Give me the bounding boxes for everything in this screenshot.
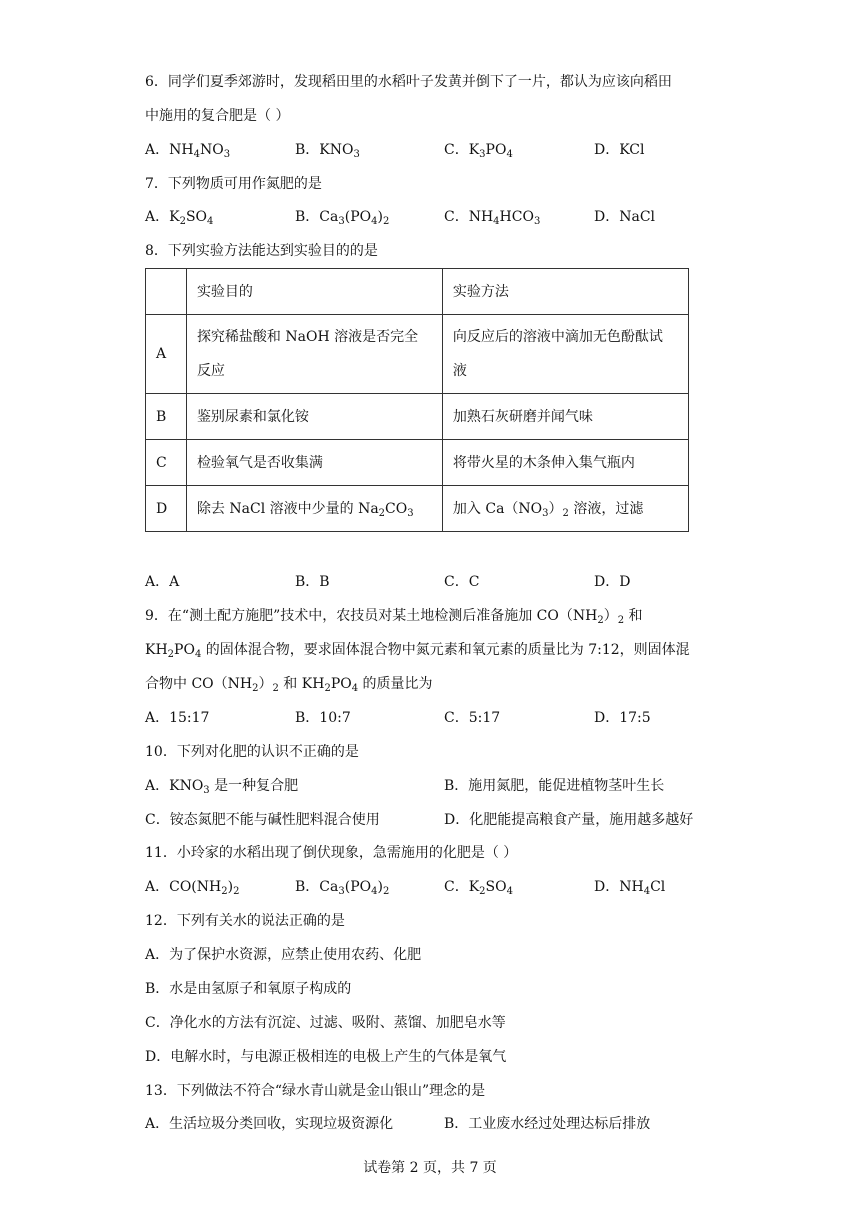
q12-option-b: B．水是由氢原子和氧原子构成的 xyxy=(145,981,352,997)
table-row-goal: 鉴别尿素和氯化铵 xyxy=(186,394,442,440)
table-row-goal: 检验氧气是否收集满 xyxy=(186,440,442,486)
q8-option-b: B．B xyxy=(295,574,330,590)
q7-option-a: A．$K_2SO_4$ xyxy=(145,209,214,227)
q9-stem-line3: 合物中 $CO(NH_2)_2$ 和 $KH_2PO_4$ 的质量比为 xyxy=(145,676,433,694)
q9-stem-line2: $KH_2PO_4$ 的固体混合物，要求固体混合物中氮元素和氧元素的质量比为 7:12，则固体混 xyxy=(145,642,690,660)
table-row-key: B xyxy=(146,394,187,440)
table-row-goal: 除去 NaCl 溶液中少量的 $Na_2CO_3$ xyxy=(186,486,442,532)
q11-option-d: D．$NH_4Cl$ xyxy=(594,879,666,897)
q13-option-b: B．工业废水经过处理达标后排放 xyxy=(444,1116,651,1132)
table-header-row xyxy=(146,269,689,315)
q11-option-a: A．$CO(NH_2)_2$ xyxy=(145,879,240,897)
q6-stem-line1: 6．同学们夏季郊游时，发现稻田里的水稻叶子发黄并倒下了一片，都认为应该向稻田 xyxy=(145,74,672,90)
q11-stem: 11．小玲家的水稻出现了倒伏现象，急需施用的化肥是（ ） xyxy=(145,845,518,861)
q8-stem: 8．下列实验方法能达到实验目的的是 xyxy=(145,243,378,259)
table-row-key: A xyxy=(146,315,187,394)
q7-stem: 7．下列物质可用作氮肥的是 xyxy=(145,176,322,192)
q7-option-d: D．NaCl xyxy=(594,209,656,225)
q7-option-b: B．$Ca_3(PO_4)_2$ xyxy=(295,209,390,227)
table-row xyxy=(146,394,689,440)
table-header-key xyxy=(146,269,187,315)
q10-option-a: A．$KNO_3$ 是一种复合肥 xyxy=(145,778,299,796)
q6-option-a: A．$NH_4NO_3$ xyxy=(145,142,231,160)
q6-stem-line2: 中施用的复合肥是（ ） xyxy=(145,108,290,124)
q8-option-a: A．A xyxy=(145,574,180,590)
q10-option-b: B．施用氮肥，能促进植物茎叶生长 xyxy=(444,778,665,794)
q9-option-c: C．5:17 xyxy=(444,710,501,726)
q6-option-b: B．$KNO_3$ xyxy=(295,142,360,160)
q7-option-c: C．$NH_4HCO_3$ xyxy=(444,209,541,227)
table-header-method: 实验方法 xyxy=(442,269,688,315)
table-row-method: 将带火星的木条伸入集气瓶内 xyxy=(442,440,688,486)
q12-option-d: D．电解水时，与电源正极相连的电极上产生的气体是氧气 xyxy=(145,1049,507,1065)
q10-stem: 10．下列对化肥的认识不正确的是 xyxy=(145,744,359,760)
q9-option-b: B．10:7 xyxy=(295,710,351,726)
table-row xyxy=(146,486,689,532)
table-row-method: 加熟石灰研磨并闻气味 xyxy=(442,394,688,440)
table-row-method: 加入 $Ca(NO_3)_2$ 溶液，过滤 xyxy=(442,486,688,532)
table-header-goal: 实验目的 xyxy=(186,269,442,315)
q9-option-a: A．15:17 xyxy=(145,710,210,726)
q13-option-a: A．生活垃圾分类回收，实现垃圾资源化 xyxy=(145,1116,394,1132)
q11-option-c: C．$K_2SO_4$ xyxy=(444,879,513,897)
table-row-key: C xyxy=(146,440,187,486)
q8-option-c: C．C xyxy=(444,574,480,590)
q11-option-b: B．$Ca_3(PO_4)_2$ xyxy=(295,879,390,897)
q12-stem: 12．下列有关水的说法正确的是 xyxy=(145,913,345,929)
table-row-goal: 探究稀盐酸和 NaOH 溶液是否完全 反应 xyxy=(186,315,442,394)
q12-option-a: A．为了保护水资源，应禁止使用农药、化肥 xyxy=(145,947,422,963)
q6-option-c: C．$K_3PO_4$ xyxy=(444,142,513,160)
q13-stem: 13．下列做法不符合“绿水青山就是金山银山”理念的是 xyxy=(145,1083,486,1099)
q10-option-c: C．铵态氮肥不能与碱性肥料混合使用 xyxy=(145,812,380,828)
q9-stem-line1: 9．在“测土配方施肥”技术中，农技员对某土地检测后准备施加 $CO(NH_2)_2$ 和 xyxy=(145,608,643,626)
table-row xyxy=(146,315,689,394)
page-footer: 试卷第 2 页，共 7 页 xyxy=(363,1160,497,1176)
q10-option-d: D．化肥能提高粮食产量，施用越多越好 xyxy=(444,812,694,828)
experiment-table xyxy=(145,268,689,532)
q12-option-c: C．净化水的方法有沉淀、过滤、吸附、蒸馏、加肥皂水等 xyxy=(145,1015,506,1031)
q6-option-d: D．KCl xyxy=(594,142,645,158)
q8-option-d: D．D xyxy=(594,574,631,590)
q9-option-d: D．17:5 xyxy=(594,710,651,726)
table-row-method: 向反应后的溶液中滴加无色酚酞试 液 xyxy=(442,315,688,394)
table-row-key: D xyxy=(146,486,187,532)
table-row xyxy=(146,440,689,486)
